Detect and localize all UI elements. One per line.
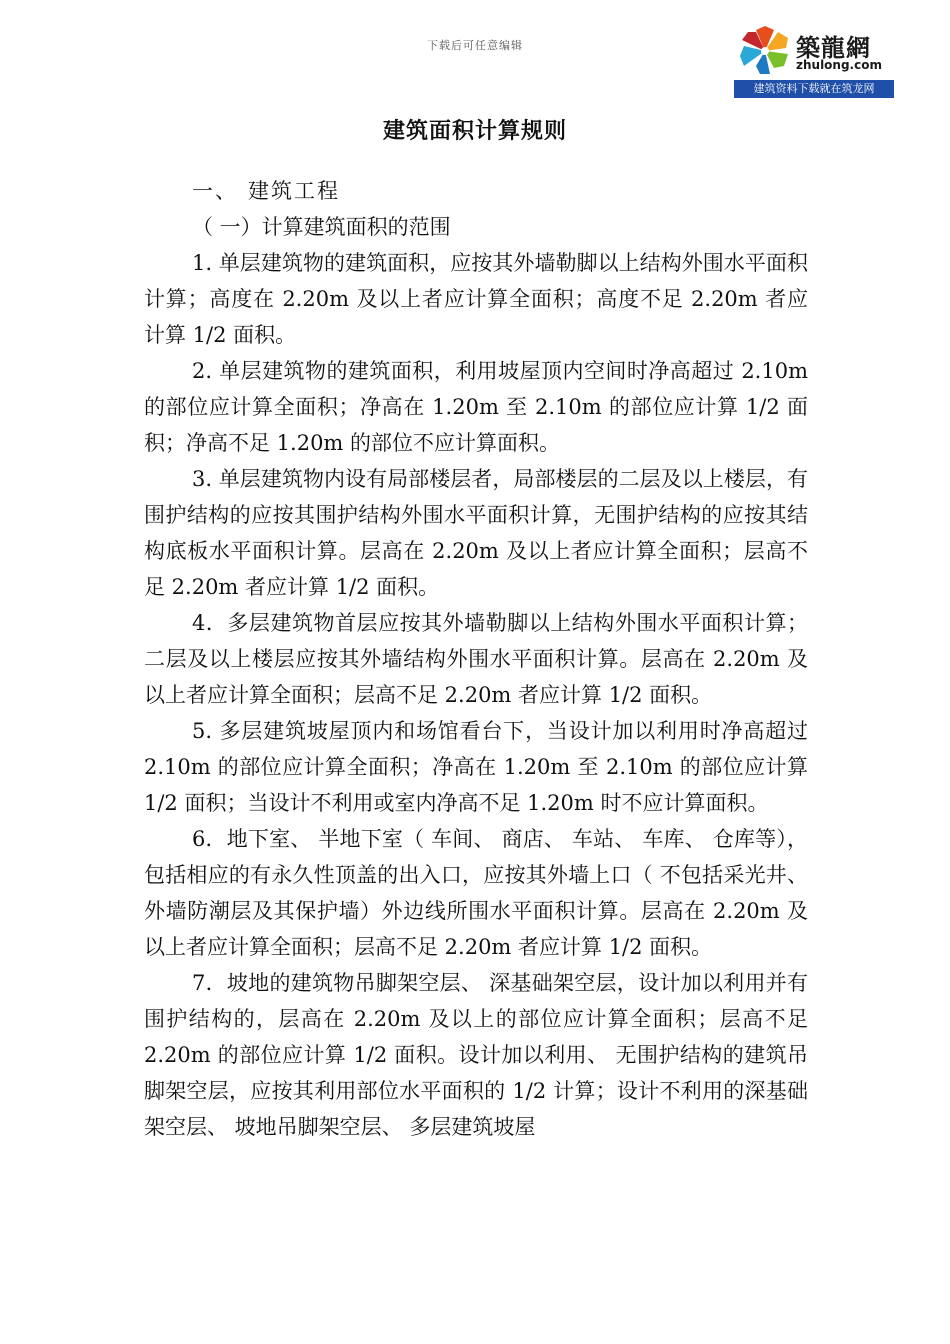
- section-heading: [144, 173, 808, 209]
- document-title: 建筑面积计算规则: [382, 119, 567, 144]
- paragraph: 6．地下室、 半地下室（ 车间、 商店、 车站、 车库、 仓库等），包括相应的有永久性顶盖的出入口，应按其外墙上口（ 不包括采光井、 外墙防潮层及其保护墙）外边线所围水平面积计算。层高在 2.20m 及以上者应计算全面积；层高不足 2.20m 者应计算 1/2 面积。: [144, 827, 808, 959]
- subsection-heading: （ 一）计算建筑面积的范围: [192, 215, 451, 239]
- paragraph: 5. 多层建筑坡屋顶内和场馆看台下，当设计加以利用时净高超过 2.10m 的部位应计算全面积；净高在 1.20m 至 2.10m 的部位应计算 1/2 面积；当设计不利用或室内净高不足 1.20m 时不应计算面积。: [144, 719, 808, 815]
- logo-pinwheel-icon: [736, 26, 794, 76]
- paragraph: 1. 单层建筑物的建筑面积，应按其外墙勒脚以上结构外围水平面积计算；高度在 2.20m 及以上者应计算全面积；高度不足 2.20m 者应计算 1/2 面积。: [144, 251, 808, 347]
- header-note: 下载后可任意编辑: [427, 39, 523, 52]
- logo-banner: 建筑资料下载就在筑龙网: [734, 80, 894, 98]
- logo-title: 築龍網: [796, 33, 871, 62]
- logo-url: zhulong.com: [796, 58, 882, 72]
- paragraph: 4．多层建筑物首层应按其外墙勒脚以上结构外围水平面积计算；二层及以上楼层应按其外墙结构外围水平面积计算。层高在 2.20m 及以上者应计算全面积；层高不足 2.20m 者应计算 1/2 面积。: [144, 611, 808, 707]
- zhulong-logo: [734, 20, 894, 100]
- section-number: 一、: [192, 179, 238, 203]
- document-body: [144, 173, 808, 1145]
- section-title: 建筑工程: [248, 179, 340, 203]
- paragraph: 3. 单层建筑物内设有局部楼层者，局部楼层的二层及以上楼层，有围护结构的应按其围护结构外围水平面积计算，无围护结构的应按其结构底板水平面积计算。层高在 2.20m 及以上者应计算全面积；层高不足 2.20m 者应计算 1/2 面积。: [144, 467, 808, 599]
- paragraph: 2. 单层建筑物的建筑面积，利用坡屋顶内空间时净高超过 2.10m 的部位应计算全面积；净高在 1.20m 至 2.10m 的部位应计算 1/2 面积；净高不足 1.20m 的部位不应计算面积。: [144, 359, 808, 455]
- paragraph: 7．坡地的建筑物吊脚架空层、 深基础架空层，设计加以利用并有围护结构的，层高在 2.20m 及以上的部位应计算全面积；层高不足 2.20m 的部位应计算 1/2 面积。设计加以利用、 无围护结构的建筑吊脚架空层，应按其利用部位水平面积的 1/2 计算；设计不利用的深基础架空层、 坡地吊脚架空层、 多层建筑坡屋: [144, 971, 808, 1139]
